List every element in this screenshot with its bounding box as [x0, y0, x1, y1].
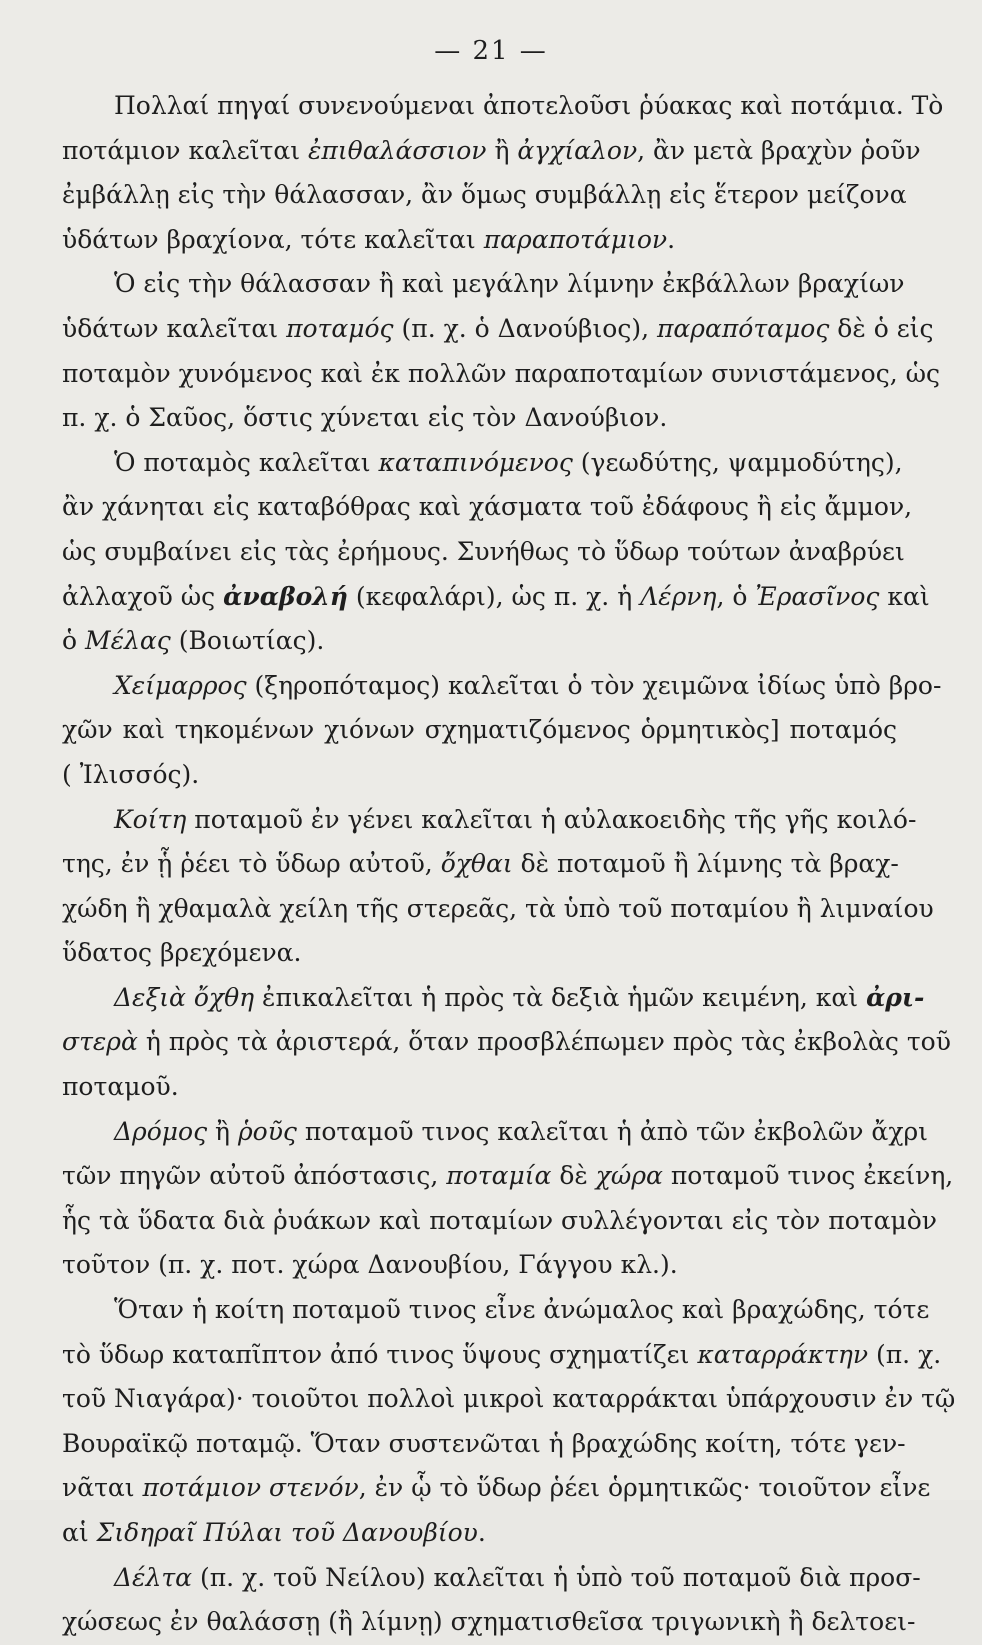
text-line — [62, 173, 907, 218]
text-segment: τὸ ὕδωρ καταπῖπτον ἀπό τινος ὕψους σχηματίζει — [62, 1339, 698, 1369]
emphasized-term: καταρράκτην — [697, 1339, 869, 1369]
emphasized-term: ποτάμιον στενόν — [142, 1473, 359, 1503]
text-segment: ἡ πρὸς τὰ ἀριστερά, ὅταν προσβλέπωμεν πρὸς τὰς ἐκβολὰς τοῦ — [137, 1027, 951, 1057]
emphasized-term: ποταμός — [286, 313, 394, 343]
text-line — [62, 262, 905, 307]
emphasized-term: καταπινόμενος — [378, 447, 573, 477]
text-segment: ὁ — [62, 626, 85, 656]
text-segment: ἢ — [207, 1116, 238, 1146]
text-segment: Ὅταν ἡ κοίτη ποταμοῦ τινος εἶνε ἀνώμαλος καὶ βραχώδης, τότε — [114, 1295, 930, 1325]
text-segment: ὑδάτων βραχίονα, τότε καλεῖται — [62, 224, 484, 254]
text-segment: ποταμοῦ. — [62, 1072, 179, 1102]
text-line — [62, 1511, 897, 1556]
text-line — [62, 1020, 951, 1065]
text-line — [62, 1556, 921, 1601]
text-segment: χώδη ἢ χθαμαλὰ χείλη τῆς στερεᾶς, τὰ ὑπὸ τοῦ ποταμίου ἢ λιμναίου — [62, 893, 934, 923]
text-segment: , ἐν ᾧ τὸ ὕδωρ ῥέει ὁρμητικῶς· τοιοῦτον εἶνε — [358, 1473, 931, 1503]
text-segment: ἐμβάλλῃ εἰς τὴν θάλασσαν, ἂν ὅμως συμβάλλῃ εἰς ἕτερον μείζονα — [62, 180, 907, 210]
text-segment: ἧς τὰ ὕδατα διὰ ῥυάκων καὶ ποταμίων συλλέγονται εἰς τὸν ποταμὸν — [62, 1205, 937, 1235]
text-segment: ἢ — [486, 135, 518, 165]
text-line — [62, 575, 930, 620]
text-segment: τοῦ Νιαγάρα)· τοιοῦτοι πολλοὶ μικροὶ καταρράκται ὑπάρχουσιν ἐν τῷ — [62, 1384, 956, 1414]
text-line — [62, 1199, 937, 1244]
text-segment: Ὁ εἰς τὴν θάλασσαν ἢ καὶ μεγάλην λίμνην ἐκβάλλων βραχίων — [114, 269, 905, 299]
emphasized-term: ἀγχίαλον — [517, 135, 638, 165]
text-line — [62, 619, 897, 664]
text-line — [62, 1466, 931, 1511]
text-segment: (Βοιωτίας). — [170, 626, 325, 656]
text-segment: (π. χ. ὁ Δανούβιος), — [393, 313, 657, 343]
text-line — [62, 84, 944, 129]
text-segment: νᾶται — [62, 1473, 143, 1503]
text-segment: αἱ — [62, 1518, 97, 1547]
text-line — [62, 1243, 897, 1288]
text-segment: (κεφαλάρι), ὡς π. χ. ἡ — [347, 581, 641, 611]
emphasized-term: χώρα — [595, 1161, 663, 1191]
text-line — [62, 753, 897, 798]
text-segment: ὕδατος βρεχόμενα. — [62, 938, 302, 968]
text-line — [62, 976, 925, 1021]
text-line — [62, 129, 921, 174]
text-segment: . — [477, 1518, 486, 1547]
text-segment: ποτάμιον καλεῖται — [62, 135, 309, 165]
text-line — [62, 396, 897, 441]
text-segment: ἀλλαχοῦ ὡς — [62, 581, 224, 611]
text-line — [62, 664, 942, 709]
text-segment: π. χ. ὁ Σαῦος, ὅστις χύνεται εἰς τὸν Δανούβιον. — [62, 403, 668, 433]
text-segment: ὡς συμβαίνει εἰς τὰς ἐρήμους. Συνήθως τὸ ὕδωρ τούτων ἀναβρύει — [62, 536, 905, 566]
text-segment: (π. χ. τοῦ Νείλου) καλεῖται ἡ ὑπὸ τοῦ ποταμοῦ διὰ προσ- — [192, 1562, 921, 1592]
text-segment: (γεωδύτης, ψαμμοδύτης), — [572, 447, 903, 477]
emphasized-term: Κοίτη — [114, 804, 187, 834]
emphasized-term: Ἐρασῖνος — [755, 581, 880, 611]
emphasized-term: Σιδηραῖ Πύλαι τοῦ Δανουβίου — [96, 1518, 478, 1547]
text-segment: ποταμοῦ τινος ἐκείνη, — [662, 1161, 954, 1191]
text-line — [62, 1154, 954, 1199]
text-line — [62, 307, 934, 352]
text-segment: ποταμοῦ ἐν γένει καλεῖται ἡ αὐλακοειδὴς τῆς γῆς κοιλό- — [186, 804, 917, 834]
emphasized-term: Δέλτα — [114, 1562, 193, 1592]
text-line — [62, 842, 897, 887]
emphasized-term: Δρόμος — [114, 1116, 208, 1146]
text-line — [62, 887, 934, 932]
text-line — [62, 530, 905, 575]
text-segment: τῶν πηγῶν αὐτοῦ ἀπόστασις, — [62, 1161, 447, 1191]
text-segment: δὲ ὁ εἰς — [829, 313, 934, 343]
text-segment: Ὁ ποταμὸς καλεῖται — [114, 447, 379, 477]
text-line — [62, 1110, 928, 1155]
text-line — [62, 352, 941, 397]
text-line — [62, 931, 897, 976]
text-segment: Πολλαί πηγαί συνενούμεναι ἀποτελοῦσι ῥύακας καὶ ποτάμια. Τὸ — [114, 91, 944, 120]
text-segment: δὲ — [551, 1161, 596, 1191]
emphasized-term: Λέρνη — [640, 581, 717, 611]
text-segment: ποταμοῦ τινος καλεῖται ἡ ἀπὸ τῶν ἐκβολῶν ἄχρι — [296, 1116, 928, 1146]
text-line — [62, 1600, 916, 1645]
text-line — [62, 1288, 930, 1333]
text-segment: χῶν καὶ τηκομένων χιόνων σχηματιζόμενος ὁρμητικὸς] ποταμός — [62, 715, 897, 745]
emphasized-term: ποταμία — [446, 1161, 552, 1191]
text-segment: ποταμὸν χυνόμενος καὶ ἐκ πολλῶν παραποταμίων συνιστάμενος, ὡς — [62, 358, 941, 388]
text-segment: (ξηροπόταμος) καλεῖται ὁ τὸν χειμῶνα ἰδίως ὑπὸ βρο- — [246, 670, 942, 700]
text-segment: ( Ἰλισσός). — [62, 759, 200, 789]
emphasized-term: Μέλας — [85, 626, 171, 656]
emphasized-term: ὄχθαι — [440, 849, 513, 879]
text-segment: χώσεως ἐν θαλάσσῃ (ἢ λίμνῃ) σχηματισθεῖσα τριγωνικὴ ἢ δελτοει- — [62, 1607, 916, 1637]
text-segment: τοῦτον (π. χ. ποτ. χώρα Δανουβίου, Γάγγου κλ.). — [62, 1250, 678, 1280]
text-line — [62, 1422, 906, 1467]
text-segment: καὶ — [879, 581, 930, 611]
text-segment: της, ἐν ᾗ ῥέει τὸ ὕδωρ αὐτοῦ, — [62, 849, 441, 879]
text-segment: , ὁ — [716, 581, 756, 611]
text-line — [62, 441, 903, 486]
emphasized-term: ῥοῦς — [237, 1116, 297, 1146]
text-line — [62, 1377, 956, 1422]
text-line — [62, 708, 897, 753]
text-segment: ἐπικαλεῖται ἡ πρὸς τὰ δεξιὰ ἡμῶν κειμένη, καὶ — [254, 982, 867, 1012]
text-line — [62, 798, 917, 843]
text-segment: , ἂν μετὰ βραχὺν ῥοῦν — [637, 135, 921, 165]
emphasized-term: παραποτάμιον — [483, 224, 668, 254]
emphasized-term: στερὰ — [62, 1027, 138, 1057]
emphasized-term: Χείμαρρος — [114, 670, 247, 700]
text-line — [62, 1065, 897, 1110]
text-line — [62, 485, 913, 530]
page-number: — 21 — — [434, 36, 548, 66]
text-line — [62, 1333, 942, 1378]
emphasized-term: ἀναβολή — [223, 581, 348, 611]
text-segment: (π. χ. — [868, 1339, 942, 1369]
emphasized-term: ἐπιθαλάσσιον — [308, 135, 487, 165]
text-segment: ὑδάτων καλεῖται — [62, 313, 287, 343]
text-segment: . — [667, 224, 676, 254]
text-line — [62, 218, 897, 263]
emphasized-term: παραπόταμος — [656, 313, 830, 343]
emphasized-term: Δεξιὰ ὄχθη — [114, 982, 255, 1012]
emphasized-term: ἀρι- — [866, 982, 925, 1012]
text-segment: δὲ ποταμοῦ ἢ λίμνης τὰ βραχ- — [512, 849, 899, 879]
text-segment: ἂν χάνηται εἰς καταβόθρας καὶ χάσματα τοῦ ἐδάφους ἢ εἰς ἄμμον, — [62, 492, 913, 522]
body-text — [62, 84, 956, 1645]
text-segment: Βουραϊκῷ ποταμῷ. Ὅταν συστενῶται ἡ βραχώδης κοίτη, τότε γεν- — [62, 1428, 906, 1458]
